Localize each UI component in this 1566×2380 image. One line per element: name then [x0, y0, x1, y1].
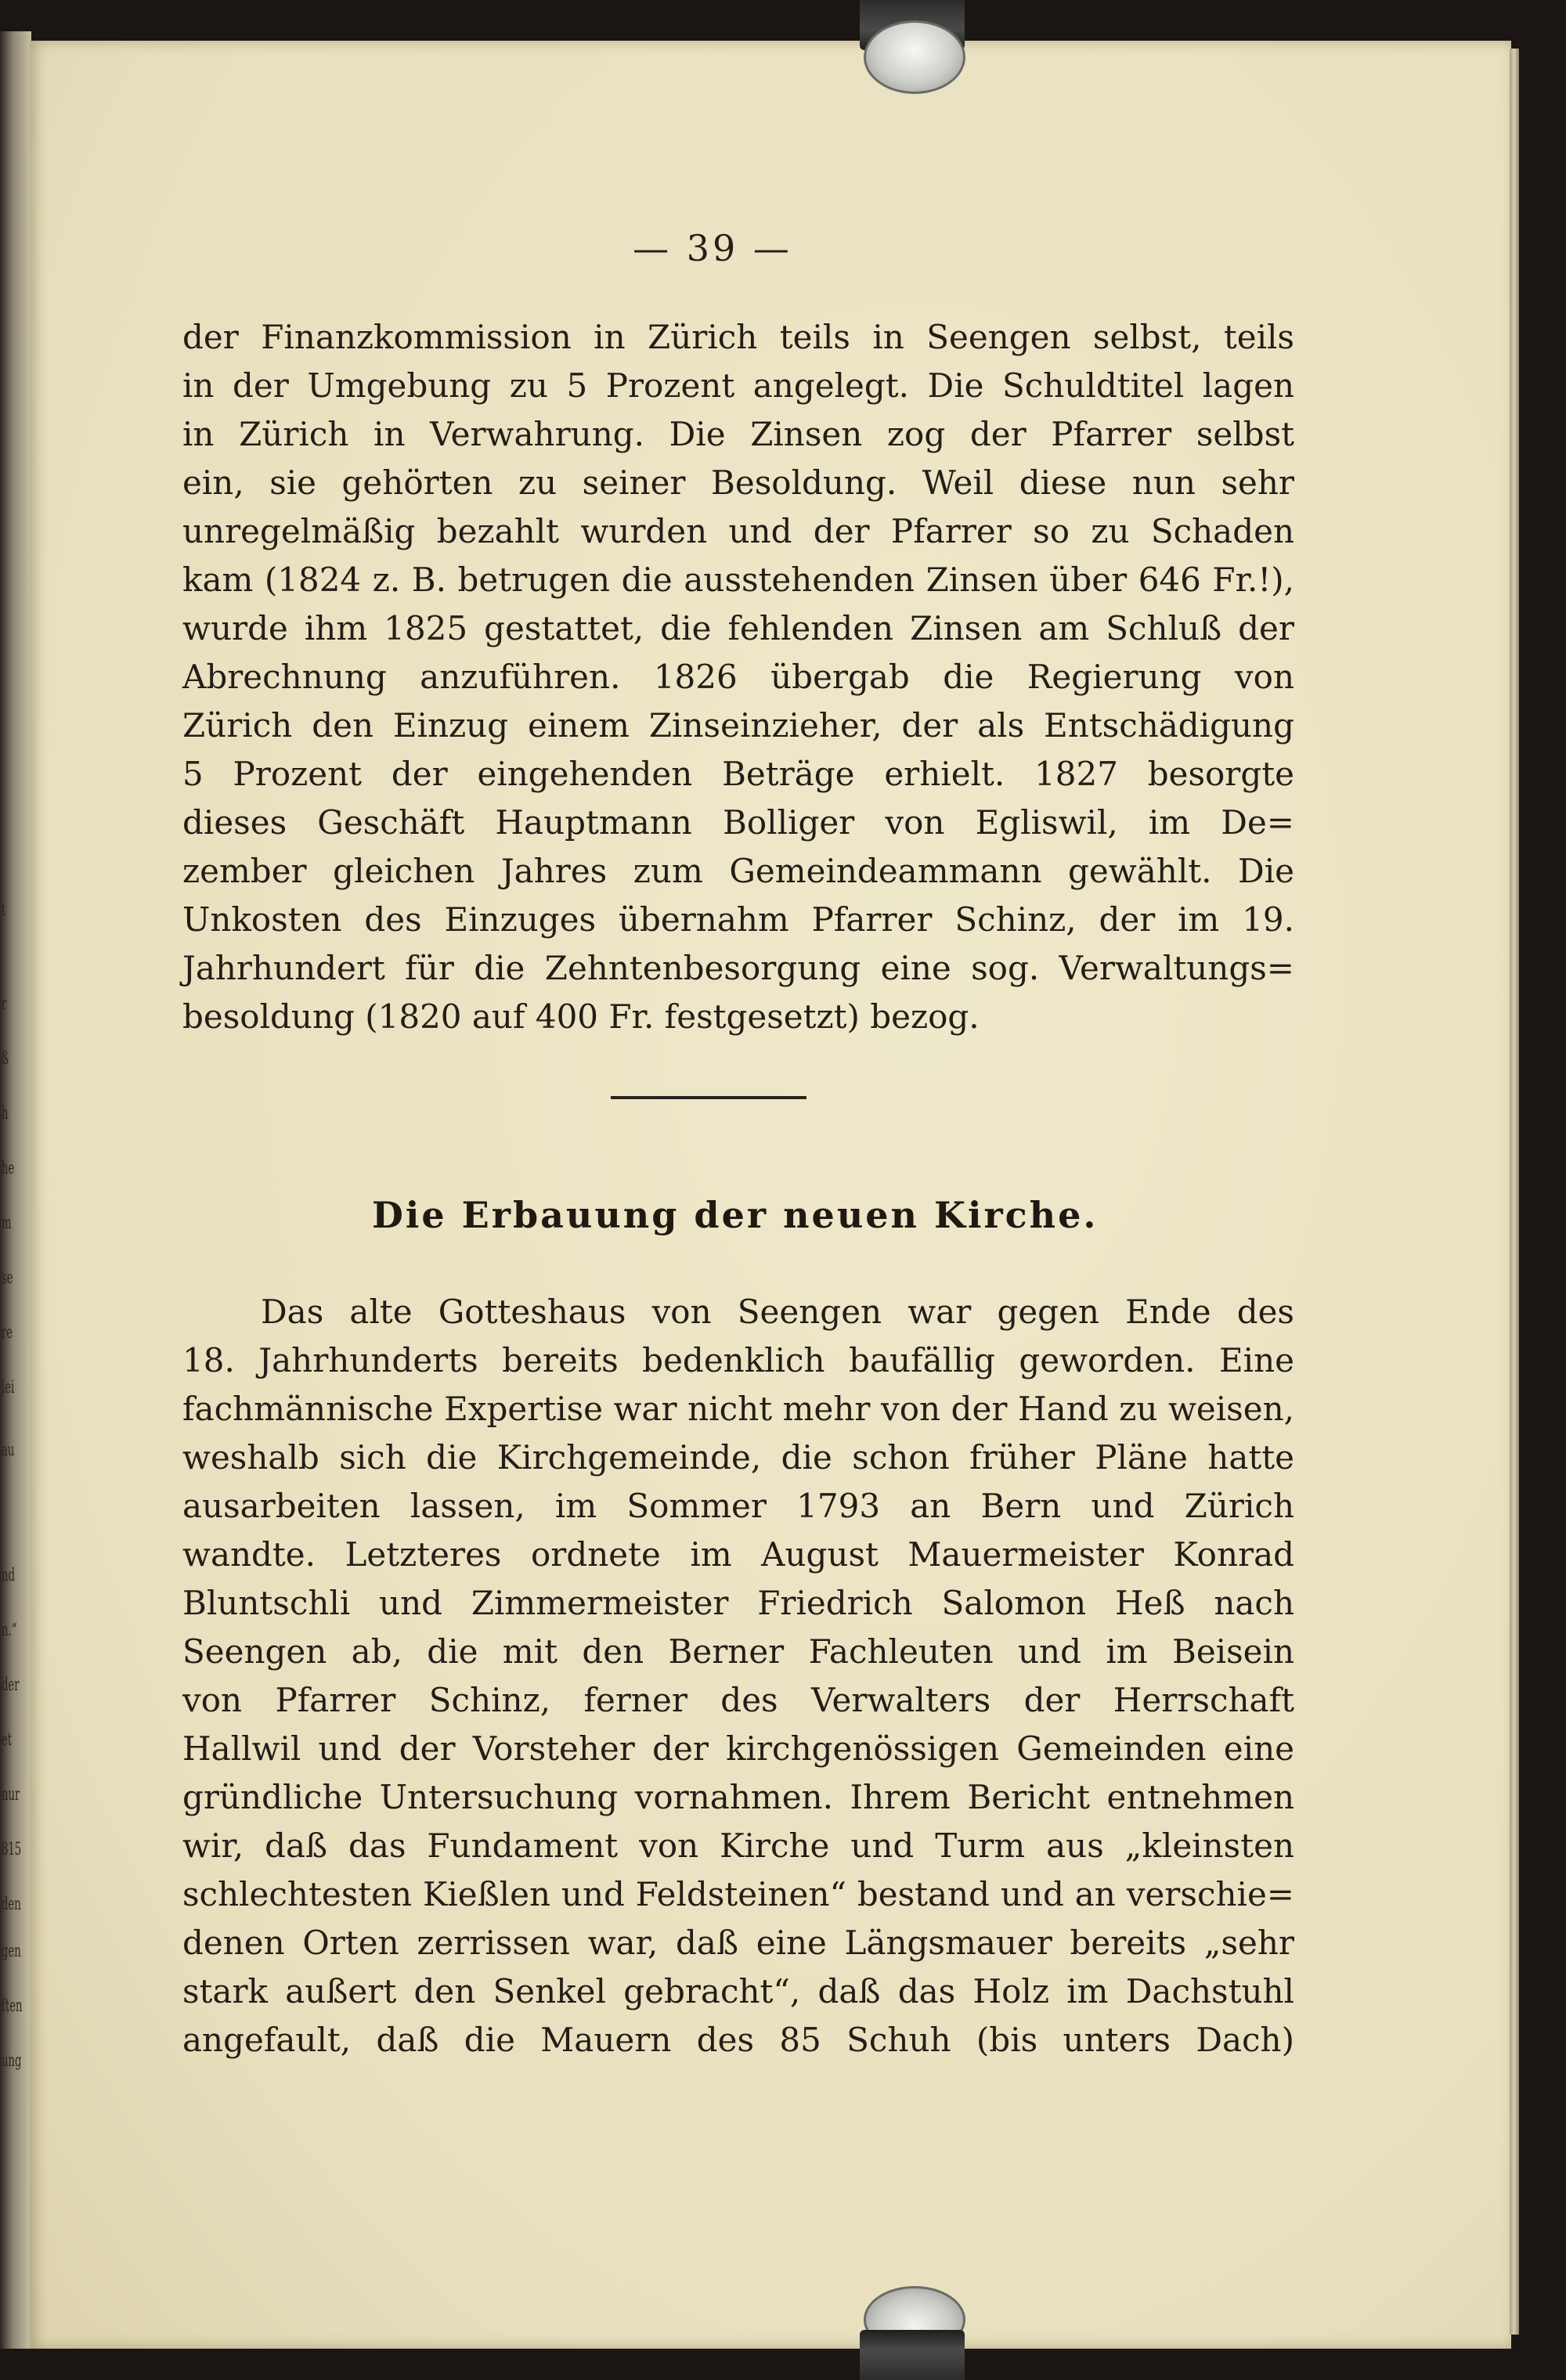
text-line: Unkosten des Einzuges übernahm Pfarrer Schinz, der im 19. — [182, 900, 1294, 939]
text-line: dieses Geschäft Hauptmann Bolliger von Egliswil, im De= — [182, 803, 1294, 842]
text-line: wurde ihm 1825 gestattet, die fehlenden Zinsen am Schluß der — [182, 609, 1294, 647]
text-line: der Finanzkommission in Zürich teils in Seengen selbst, teils — [182, 318, 1294, 356]
previous-page-fragment: r — [2, 994, 7, 1014]
text-line: Seengen ab, die mit den Berner Fachleuten und im Beisein — [182, 1632, 1294, 1671]
text-line: ausarbeiten lassen, im Sommer 1793 an Bern und Zürich — [182, 1487, 1294, 1525]
text-line: in der Umgebung zu 5 Prozent angelegt. Die Schuldtitel lagen — [182, 366, 1294, 405]
text-line: gründliche Untersuchung vornahmen. Ihrem Bericht entnehmen — [182, 1778, 1294, 1816]
previous-page-fragment: he — [2, 1159, 15, 1178]
text-line: 5 Prozent der eingehenden Beträge erhielt. 1827 besorgte — [182, 755, 1294, 793]
text-line: Das alte Gotteshaus von Seengen war gegen Ende des — [261, 1293, 1294, 1331]
text-line: in Zürich in Verwahrung. Die Zinsen zog der Pfarrer selbst — [182, 415, 1294, 453]
text-line: wandte. Letzteres ordnete im August Mauermeister Konrad — [182, 1535, 1294, 1574]
text-line: Abrechnung anzuführen. 1826 übergab die Regierung von — [182, 658, 1294, 696]
text-line: unregelmäßig bezahlt wurden und der Pfarrer so zu Schaden — [182, 512, 1294, 550]
clip-disc — [864, 20, 965, 94]
top-book-clip — [860, 0, 965, 92]
previous-page-fragment: au — [2, 1441, 15, 1460]
text-line: ein, sie gehörten zu seiner Besoldung. Weil diese nun sehr — [182, 463, 1294, 502]
text-line: von Pfarrer Schinz, ferner des Verwalters der Herrschaft — [182, 1681, 1294, 1719]
previous-page-fragment: 815 — [2, 1840, 22, 1859]
previous-page-fragment: lei — [2, 1378, 15, 1397]
text-line: zember gleichen Jahres zum Gemeindeammann gewählt. Die — [182, 852, 1294, 890]
page-number: — 39 — — [633, 227, 792, 269]
previous-page-fragment: t — [2, 900, 6, 920]
section-heading: Die Erbauung der neuen Kirche. — [372, 1194, 1099, 1236]
previous-page-fragment: nur — [2, 1785, 20, 1805]
text-line: angefault, daß die Mauern des 85 Schuh (bis unters Dach) — [182, 2021, 1294, 2059]
text-line: kam (1824 z. B. betrugen die ausstehenden Zinsen über 646 Fr.!), — [182, 561, 1294, 599]
previous-page-text-fragments — [0, 900, 30, 2153]
text-line: wir, daß das Fundament von Kirche und Turm aus „kleinsten — [182, 1826, 1294, 1865]
previous-page-fragment: den — [2, 1895, 21, 1914]
text-line: schlechtesten Kießlen und Feldsteinen“ bestand und an verschie= — [182, 1875, 1294, 1913]
text-line: weshalb sich die Kirchgemeinde, die schon früher Pläne hatte — [182, 1438, 1294, 1477]
page-stack-edge — [1510, 49, 1519, 2335]
previous-page-fragment: et — [2, 1730, 13, 1750]
text-line: Hallwil und der Vorsteher der kirchgenössigen Gemeinden eine — [182, 1729, 1294, 1768]
text-line: Jahrhundert für die Zehntenbesorgung eine sog. Verwaltungs= — [182, 949, 1294, 987]
text-line: fachmännische Expertise war nicht mehr von der Hand zu weisen, — [182, 1390, 1294, 1428]
section-divider — [611, 1096, 806, 1099]
text-line: 18. Jahrhunderts bereits bedenklich baufällig geworden. Eine — [182, 1341, 1294, 1379]
previous-page-fragment: se — [2, 1268, 13, 1288]
text-line: besoldung (1820 auf 400 Fr. festgesetzt) bezog. — [182, 997, 980, 1036]
text-line: stark außert den Senkel gebracht“, daß das Holz im Dachstuhl — [182, 1972, 1294, 2010]
previous-page-fragment: ß — [2, 1049, 9, 1069]
previous-page-fragment: n.“ — [2, 1621, 17, 1640]
text-line: Bluntschli und Zimmermeister Friedrich Salomon Heß nach — [182, 1584, 1294, 1622]
previous-page-fragment: ften — [2, 1996, 23, 2016]
paragraph-2 — [182, 1288, 1294, 2064]
previous-page-fragment: nd — [2, 1566, 15, 1585]
paragraph-1 — [182, 313, 1294, 1041]
text-line: denen Orten zerrissen war, daß eine Längsmauer bereits „sehr — [182, 1924, 1294, 1962]
text-line: Zürich den Einzug einem Zinseinzieher, der als Entschädigung — [182, 706, 1294, 745]
previous-page-fragment: gen — [2, 1942, 21, 1961]
previous-page-fragment: h — [2, 1104, 9, 1123]
previous-page-fragment: der — [2, 1675, 20, 1695]
previous-page-fragment: ung — [2, 2051, 22, 2071]
previous-page-fragment: m — [2, 1213, 12, 1233]
bottom-book-clip — [860, 2286, 965, 2380]
previous-page-fragment: re — [2, 1323, 13, 1343]
clip-bar — [860, 2330, 965, 2380]
